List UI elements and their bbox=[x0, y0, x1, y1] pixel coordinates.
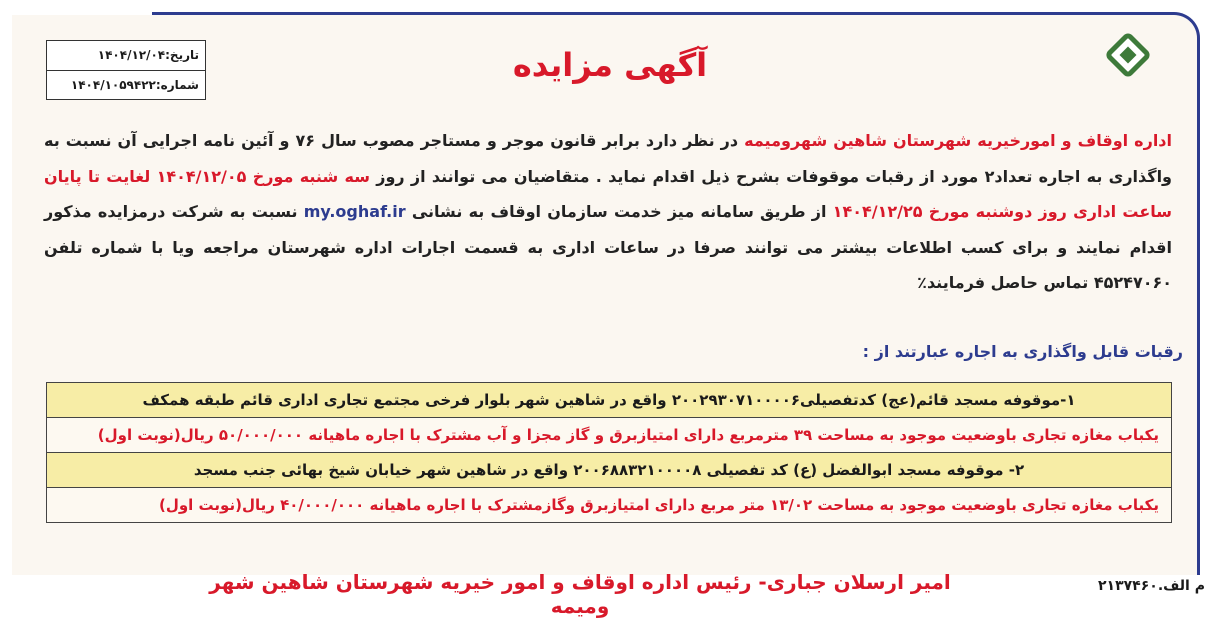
reference-box bbox=[46, 40, 206, 100]
number-line: شماره:۱۴۰۴/۱۰۵۹۴۲۲ bbox=[47, 70, 205, 100]
item-2-head: ۲- موقوفه مسجد ابوالفضل (ع) کد تفصیلی ۲۰۰۶۸۸۳۲۱۰۰۰۰۸ واقع در شاهین شهر خیابان شیخ بهائی جنب مسجد bbox=[47, 452, 1171, 487]
page-title: آگهی مزایده bbox=[512, 46, 708, 84]
website-link[interactable]: my.oghaf.ir bbox=[303, 202, 406, 221]
notice-body bbox=[44, 123, 1172, 301]
signature-line: امیر ارسلان جباری- رئیس اداره اوقاف و امور خیریه شهرستان شاهین شهر ومیمه bbox=[209, 570, 951, 618]
emblem-mark bbox=[1104, 31, 1152, 79]
body-text-2: از طریق سامانه میز خدمت سازمان اوقاف به نشانی bbox=[405, 202, 833, 221]
item-2-desc: یکباب مغازه تجاری باوضعیت موجود به مساحت ۱۳/۰۲ متر مربع دارای امتیازبرق وگازمشترک با اجاره ماهیانه ۴۰/۰۰۰/۰۰۰ ریال(نوبت اول) bbox=[47, 487, 1171, 522]
end-date: لغایت تا پایان ساعت اداری روز دوشنبه مورخ ۱۴۰۴/۱۲/۲۵ bbox=[44, 166, 1173, 221]
office-name: اداره اوقاف و امورخیریه شهرستان شاهین شهرومیمه bbox=[744, 131, 1172, 150]
item-1-head: ۱-موقوفه مسجد قائم(عج) کدتفصیلی۲۰۰۲۹۳۰۷۱۰۰۰۰۶ واقع در شاهین شهر بلوار فرخی مجتمع تجاری اداری قائم طبقه همکف bbox=[47, 383, 1171, 417]
body-text-1: در نظر دارد برابر قانون موجر و مستاجر مصوب سال ۷۶ و آئین نامه اجرایی آن نسبت به واگذاری به اجاره تعداد۲ مورد از رقبات موقوفات بشرح ذیل اقدام نماید . متقاضیان می توانند از روز bbox=[44, 131, 1173, 186]
frame-gap bbox=[12, 12, 152, 15]
org-emblem-icon bbox=[1085, 34, 1171, 114]
body-text-3: نسبت به شرکت درمزایده مذکور اقدام نمایند و برای کسب اطلاعات بیشتر می توانند صرفا در ساعات اداری به قسمت اجارات اداره شهرستان مراجعه ویا با شماره تلفن ۴۵۲۴۷۰۶۰ تماس حاصل فرمایند٪ bbox=[44, 202, 1172, 292]
start-date: سه شنبه مورخ ۱۴۰۴/۱۲/۰۵ bbox=[156, 166, 370, 186]
items-table bbox=[46, 382, 1172, 523]
date-line: تاریخ:۱۴۰۴/۱۲/۰۴ bbox=[97, 48, 199, 62]
publication-code: م الف.۲۱۳۷۴۶۰ bbox=[1097, 578, 1205, 594]
items-lead: رقبات قابل واگذاری به اجاره عبارتند از : bbox=[862, 342, 1183, 361]
item-1-desc: یکباب مغازه تجاری باوضعیت موجود به مساحت ۳۹ مترمربع دارای امتیازبرق و گاز مجزا و آب مشترک با اجاره ماهیانه ۵۰/۰۰۰/۰۰۰ ریال(نوبت اول) bbox=[47, 417, 1171, 452]
